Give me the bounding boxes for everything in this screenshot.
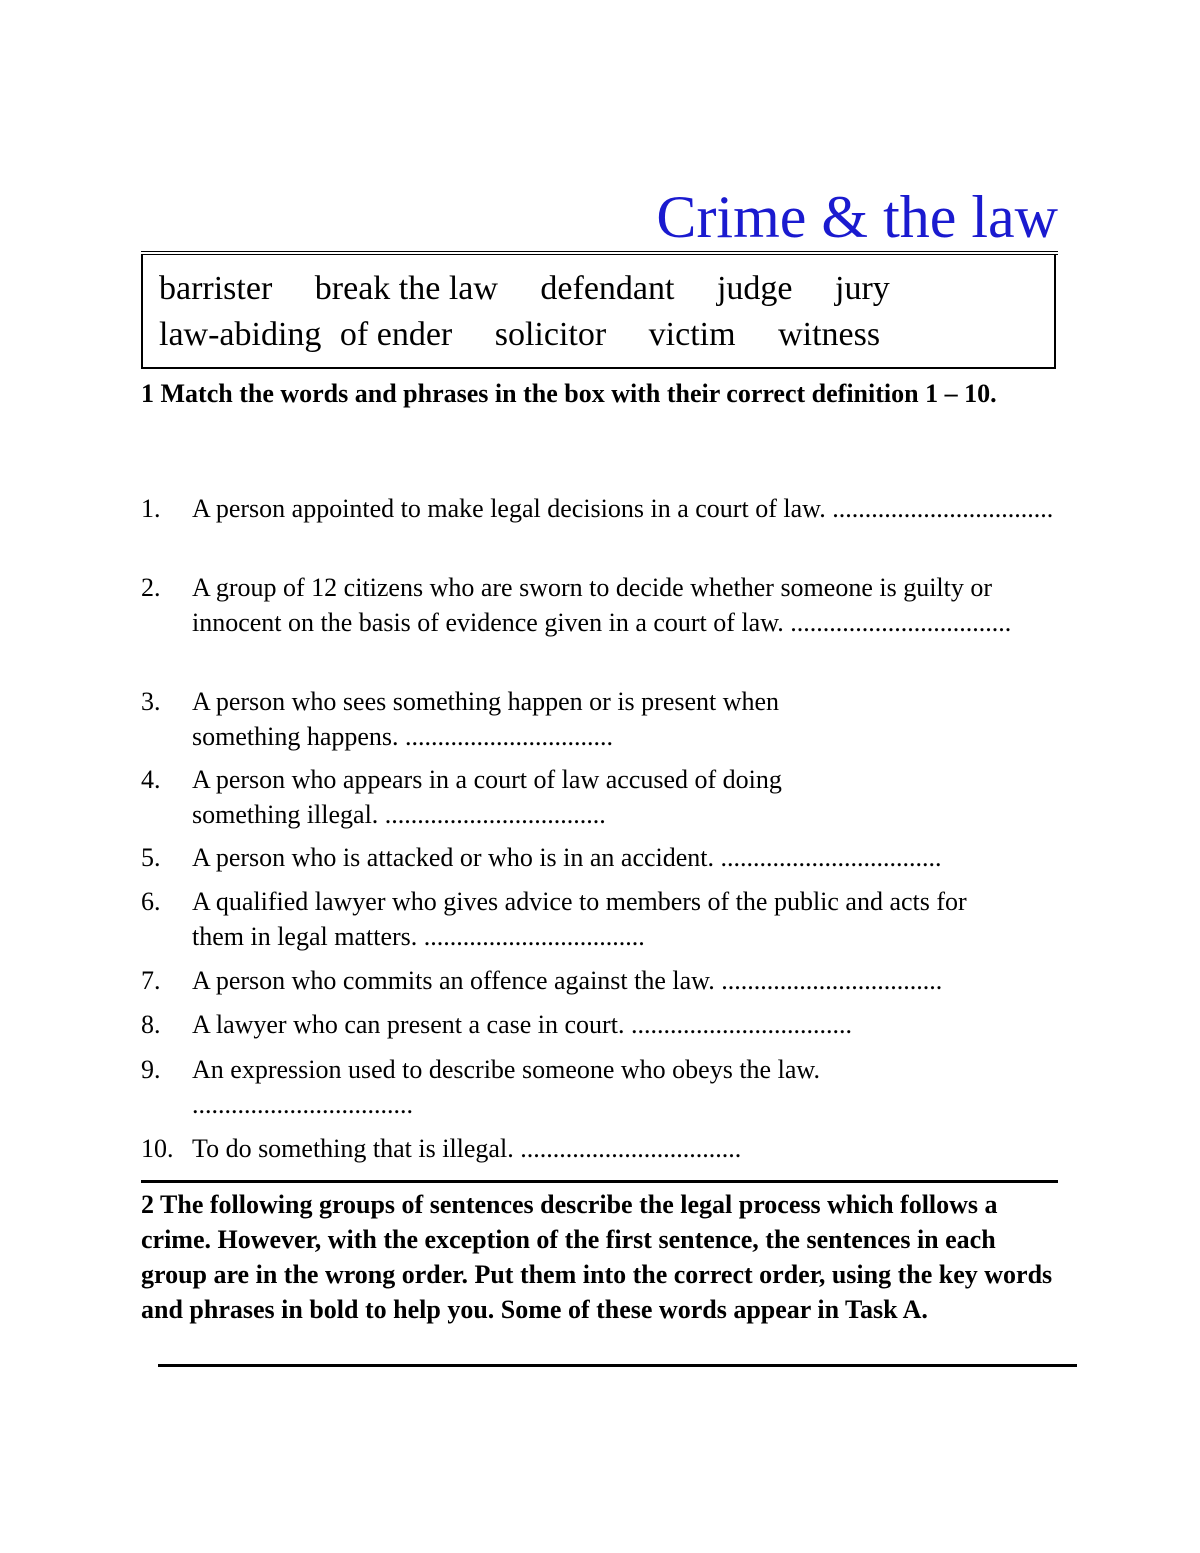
item-number: 2. [141,573,161,602]
list-item [141,1131,1056,1175]
task-1-heading: 1 Match the words and phrases in the box with their correct definition 1 – 10. [141,379,997,408]
item-text: An expression used to describe someone who obeys the law. .................................. [192,1055,820,1119]
list-item [141,1007,1056,1052]
item-number: 9. [141,1055,161,1084]
item-text: A person who sees something happen or is present when something happens. ................................ [192,687,780,751]
item-text: A person appointed to make legal decisions in a court of law. .................................. [192,494,1054,523]
list-item [141,762,1056,840]
word-jury: jury [835,270,890,307]
list-item [141,840,1056,884]
definition-list [141,491,1056,1175]
item-text: A person who appears in a court of law accused of doing something illegal. .................................. [192,765,782,829]
item-text: A person who commits an offence against the law. .................................. [192,966,943,995]
word-witness: witness [778,316,881,353]
word-box-line-2 [159,315,914,355]
word-offender: of ender [339,316,453,353]
item-text: A group of 12 citizens who are sworn to decide whether someone is guilty or innocent on the basis of evidence given in a court of law. .................................. [192,573,1012,637]
list-item [141,684,1056,762]
list-item [141,963,1056,1007]
item-text: A qualified lawyer who gives advice to members of the public and acts for them in legal matters. .................................. [192,887,967,951]
item-number: 6. [141,887,161,916]
item-number: 10. [141,1134,174,1163]
item-number: 8. [141,1010,161,1039]
list-item [141,491,1056,570]
item-number: 1. [141,494,161,523]
task-2-heading: 2 The following groups of sentences describe the legal process which follows a crime. However, with the exception of the first sentence, the sentences in each group are in the wrong order. Put them into the correct order, using the key words and phrases in bold to help you. Some of these words appear in Task A. [141,1190,1053,1324]
item-text: A person who is attacked or who is in an accident. .................................. [192,843,942,872]
item-text: A lawyer who can present a case in court. .................................. [192,1010,852,1039]
list-item [141,884,1056,963]
item-number: 5. [141,843,161,872]
bottom-rule [158,1364,1077,1367]
item-number: 3. [141,687,161,716]
word-law-abiding: law-abiding [159,316,322,353]
word-break-the-law: break the law [314,270,498,307]
item-text: To do something that is illegal. .................................. [192,1134,742,1163]
word-barrister: barrister [159,270,273,307]
word-box-line-1 [159,269,924,309]
word-box [141,255,1056,369]
page-title: Crime & the law [656,184,1058,250]
item-number: 7. [141,966,161,995]
list-item [141,1052,1056,1131]
word-defendant: defendant [540,270,675,307]
list-item [141,570,1056,684]
word-solicitor: solicitor [494,316,607,353]
item-number: 4. [141,765,161,794]
section-divider [141,1180,1058,1183]
word-victim: victim [648,316,736,353]
word-judge: judge [716,270,793,307]
